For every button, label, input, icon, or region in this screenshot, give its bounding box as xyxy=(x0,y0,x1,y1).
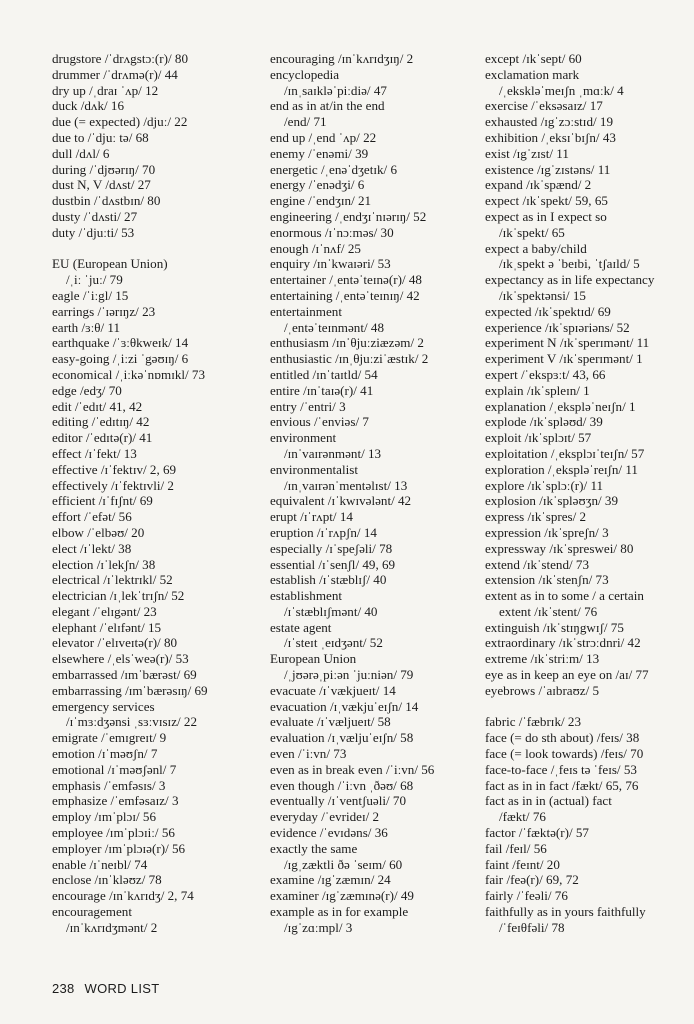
word-entry: elsewhere /ˌelsˈweə(r)/ 53 xyxy=(52,651,189,667)
entry-continuation: /ˌentəˈteɪnmənt/ 48 xyxy=(284,319,384,335)
word-entry: emphasize /ˈemfəsaɪz/ 3 xyxy=(52,793,179,809)
word-entry: entertainment xyxy=(270,303,342,319)
word-entry: fair /feə(r)/ 69, 72 xyxy=(485,872,579,888)
word-entry: evaluation /ɪˌvæljuˈeɪʃn/ 58 xyxy=(270,730,414,746)
page-number: 238 xyxy=(52,981,75,996)
word-entry: dusty /ˈdʌsti/ 27 xyxy=(52,208,138,224)
word-entry: entertainer /ˌentəˈteɪnə(r)/ 48 xyxy=(270,272,422,288)
word-entry: emotion /ɪˈməʊʃn/ 7 xyxy=(52,746,158,762)
section-title: WORD LIST xyxy=(84,981,160,996)
entry-continuation: extent /ɪkˈstent/ 76 xyxy=(499,603,598,619)
entry-continuation: /ˌiː ˈjuː/ 79 xyxy=(66,272,123,288)
word-entry: earthquake /ˈɜːθkweɪk/ 14 xyxy=(52,335,189,351)
word-entry: drummer /ˈdrʌmə(r)/ 44 xyxy=(52,66,178,82)
word-entry: dustbin /ˈdʌstbɪn/ 80 xyxy=(52,193,161,209)
word-entry: exhibition /ˌeksɪˈbɪʃn/ 43 xyxy=(485,129,616,145)
word-entry: enable /ɪˈneɪbl/ 74 xyxy=(52,856,148,872)
word-entry: dry up /ˌdraɪ ˈʌp/ 12 xyxy=(52,82,159,98)
word-entry: energy /ˈenədʒi/ 6 xyxy=(270,177,365,193)
word-entry: exist /ɪgˈzɪst/ 11 xyxy=(485,145,569,161)
word-entry: everyday /ˈevrideɪ/ 2 xyxy=(270,809,380,825)
word-entry: experience /ɪkˈspɪəriəns/ 52 xyxy=(485,319,630,335)
word-entry: elevator /ˈelɪveɪtə(r)/ 80 xyxy=(52,635,178,651)
word-entry: expect a baby/child xyxy=(485,240,587,256)
word-entry: economical /ˌiːkəˈnɒmɪkl/ 73 xyxy=(52,366,206,382)
word-entry: estate agent xyxy=(270,619,332,635)
word-entry: evacuate /ɪˈvækjueɪt/ 14 xyxy=(270,682,396,698)
word-entry: emergency services xyxy=(52,698,155,714)
word-entry: even though /ˈiːvn ˌðəʊ/ 68 xyxy=(270,777,414,793)
word-entry: fail /feɪl/ 56 xyxy=(485,840,547,856)
entry-continuation: /ˌekskləˈmeɪʃn ˌmɑːk/ 4 xyxy=(499,82,624,98)
word-entry: eye as in keep an eye on /aɪ/ 77 xyxy=(485,667,649,683)
word-entry: extreme /ɪkˈstriːm/ 13 xyxy=(485,651,600,667)
word-entry: fabric /ˈfæbrɪk/ 23 xyxy=(485,714,581,730)
word-entry: duck /dʌk/ 16 xyxy=(52,98,125,114)
word-entry: entire /ɪnˈtaɪə(r)/ 41 xyxy=(270,382,374,398)
word-entry: easy-going /ˌiːzi ˈgəʊɪŋ/ 6 xyxy=(52,351,189,367)
word-entry: exploration /ˌekspləˈreɪʃn/ 11 xyxy=(485,461,638,477)
word-entry: employ /ɪmˈplɔɪ/ 56 xyxy=(52,809,157,825)
word-entry: environment xyxy=(270,430,337,446)
word-entry: enclose /ɪnˈkləʊz/ 78 xyxy=(52,872,162,888)
word-entry: entertaining /ˌentəˈteɪnɪŋ/ 42 xyxy=(270,287,420,303)
word-entry: establishment xyxy=(270,588,343,604)
word-entry: engine /ˈendʒɪn/ 21 xyxy=(270,193,372,209)
word-entry: elegant /ˈelɪgənt/ 23 xyxy=(52,603,157,619)
word-entry: extinguish /ɪkˈstɪŋgwɪʃ/ 75 xyxy=(485,619,624,635)
word-entry: effort /ˈefət/ 56 xyxy=(52,509,132,525)
entry-continuation: /ɪnˈkʌrɪdʒmənt/ 2 xyxy=(66,919,158,935)
word-entry: establish /ɪˈstæblɪʃ/ 40 xyxy=(270,572,387,588)
word-entry: election /ɪˈlekʃn/ 38 xyxy=(52,556,156,572)
word-entry: faint /feɪnt/ 20 xyxy=(485,856,560,872)
word-entry: effectively /ɪˈfektɪvli/ 2 xyxy=(52,477,174,493)
word-entry: emotional /ɪˈməʊʃənl/ 7 xyxy=(52,761,177,777)
word-entry: enemy /ˈenəmi/ 39 xyxy=(270,145,369,161)
word-entry: electrician /ɪˌlekˈtrɪʃn/ 52 xyxy=(52,588,185,604)
word-entry: electrical /ɪˈlektrɪkl/ 52 xyxy=(52,572,173,588)
word-entry: face (= do sth about) /feɪs/ 38 xyxy=(485,730,640,746)
word-entry: enough /ɪˈnʌf/ 25 xyxy=(270,240,361,256)
word-entry: eyebrows /ˈaɪbraʊz/ 5 xyxy=(485,682,600,698)
word-entry: entitled /ɪnˈtaɪtld/ 54 xyxy=(270,366,378,382)
entry-continuation: /ɪkˈspektənsi/ 15 xyxy=(499,287,586,303)
word-entry: faithfully as in yours faithfully xyxy=(485,904,646,920)
word-entry: explode /ɪkˈspləʊd/ 39 xyxy=(485,414,603,430)
word-entry: expressway /ɪkˈspreswei/ 80 xyxy=(485,540,634,556)
word-entry: elephant /ˈelɪfənt/ 15 xyxy=(52,619,162,635)
entry-continuation: /ɪˈstæblɪʃmənt/ 40 xyxy=(284,603,378,619)
word-entry: especially /ɪˈspeʃəli/ 78 xyxy=(270,540,393,556)
word-entry: efficient /ɪˈfɪʃnt/ 69 xyxy=(52,493,153,509)
word-entry: encyclopedia xyxy=(270,66,340,82)
word-entry: face-to-face /ˌfeɪs tə ˈfeɪs/ 53 xyxy=(485,761,637,777)
word-entry: except /ɪkˈsept/ 60 xyxy=(485,51,582,66)
entry-continuation: /end/ 71 xyxy=(284,114,327,130)
word-entry: due to /ˈdjuː tə/ 68 xyxy=(52,129,149,145)
entry-continuation: /ˈfeɪθfəli/ 78 xyxy=(499,919,565,935)
word-entry: experiment V /ɪkˈsperɪmənt/ 1 xyxy=(485,351,643,367)
word-entry: encouraging /ɪnˈkʌrɪdʒɪŋ/ 2 xyxy=(270,51,414,66)
word-entry: expected /ɪkˈspektɪd/ 69 xyxy=(485,303,611,319)
entry-continuation: /ɪˈsteɪt ˌeɪdʒənt/ 52 xyxy=(284,635,383,651)
word-entry: expectancy as in life expectancy xyxy=(485,272,655,288)
word-entry: EU (European Union) xyxy=(52,256,168,272)
word-entry: encourage /ɪnˈkʌrɪdʒ/ 2, 74 xyxy=(52,888,194,904)
word-entry: examine /ɪgˈzæmɪn/ 24 xyxy=(270,872,391,888)
entry-continuation: /fækt/ 76 xyxy=(499,809,546,825)
section-gap xyxy=(485,699,690,715)
word-entry: exercise /ˈeksəsaɪz/ 17 xyxy=(485,98,603,114)
word-entry: elbow /ˈelbəʊ/ 20 xyxy=(52,524,145,540)
word-entry: eruption /ɪˈrʌpʃn/ 14 xyxy=(270,524,377,540)
word-entry: employer /ɪmˈplɔɪə(r)/ 56 xyxy=(52,840,186,856)
word-entry: enormous /ɪˈnɔːməs/ 30 xyxy=(270,224,394,240)
word-entry: eventually /ɪˈventʃuəli/ 70 xyxy=(270,793,406,809)
entry-continuation: /ɪnˌsaɪkləˈpiːdiə/ 47 xyxy=(284,82,387,98)
word-entry: duty /ˈdjuːti/ 53 xyxy=(52,224,135,240)
word-entry: due (= expected) /djuː/ 22 xyxy=(52,114,188,130)
entry-continuation: /ɪnˌvaɪrənˈmentəlɪst/ 13 xyxy=(284,477,408,493)
word-entry: expand /ɪkˈspænd/ 2 xyxy=(485,177,592,193)
word-entry: enthusiastic /ɪnˌθjuːziˈæstɪk/ 2 xyxy=(270,351,429,367)
word-entry: dust N, V /dʌst/ 27 xyxy=(52,177,151,193)
word-entry: emigrate /ˈemɪgreɪt/ 9 xyxy=(52,730,167,746)
word-entry: elect /ɪˈlekt/ 38 xyxy=(52,540,132,556)
word-entry: during /ˈdjʊərɪŋ/ 70 xyxy=(52,161,156,177)
word-entry: edit /ˈedɪt/ 41, 42 xyxy=(52,398,143,414)
word-entry: existence /ɪgˈzɪstəns/ 11 xyxy=(485,161,611,177)
word-entry: editing /ˈedɪtɪŋ/ 42 xyxy=(52,414,150,430)
word-entry: explain /ɪkˈspleɪn/ 1 xyxy=(485,382,590,398)
word-entry: express /ɪkˈspres/ 2 xyxy=(485,509,587,525)
word-entry: end as in at/in the end xyxy=(270,98,385,114)
word-entry: embarrassed /ɪmˈbærəst/ 69 xyxy=(52,667,197,683)
entry-continuation: /ɪkˈspekt/ 65 xyxy=(499,224,565,240)
word-entry: exploitation /ˌeksplɔɪˈteɪʃn/ 57 xyxy=(485,445,645,461)
entry-continuation: /ɪˈmɜːdʒənsi ˌsɜːvɪsɪz/ 22 xyxy=(66,714,198,730)
word-entry: extend /ɪkˈstend/ 73 xyxy=(485,556,590,572)
word-entry: extraordinary /ɪkˈstrɔːdnri/ 42 xyxy=(485,635,641,651)
word-entry: exhausted /ɪgˈzɔːstɪd/ 19 xyxy=(485,114,613,130)
entry-continuation: /ɪgˌzæktli ðə ˈseɪm/ 60 xyxy=(284,856,403,872)
word-entry: enthusiasm /ɪnˈθjuːziæzəm/ 2 xyxy=(270,335,424,351)
word-entry: European Union xyxy=(270,651,357,667)
section-gap xyxy=(52,241,257,257)
word-entry: essential /ɪˈsenʃl/ 49, 69 xyxy=(270,556,396,572)
word-entry: exclamation mark xyxy=(485,66,580,82)
word-entry: earrings /ˈɪərɪŋz/ 23 xyxy=(52,303,156,319)
word-entry: extent as in to some / a certain xyxy=(485,588,644,604)
word-entry: expression /ɪkˈspreʃn/ 3 xyxy=(485,524,609,540)
word-entry: explanation /ˌekspləˈneɪʃn/ 1 xyxy=(485,398,636,414)
word-entry: entry /ˈentri/ 3 xyxy=(270,398,346,414)
word-entry: expert /ˈekspɜːt/ 43, 66 xyxy=(485,366,606,382)
word-entry: example as in for example xyxy=(270,904,409,920)
word-entry: environmentalist xyxy=(270,461,358,477)
word-entry: examiner /ɪgˈzæmɪnə(r)/ 49 xyxy=(270,888,414,904)
word-entry: equivalent /ɪˈkwɪvələnt/ 42 xyxy=(270,493,412,509)
word-entry: encouragement xyxy=(52,904,132,920)
word-entry: extension /ɪkˈstenʃn/ 73 xyxy=(485,572,609,588)
word-entry: even as in break even /ˈiːvn/ 56 xyxy=(270,761,435,777)
word-entry: earth /ɜːθ/ 11 xyxy=(52,319,121,335)
word-entry: evacuation /ɪˌvækjuˈeɪʃn/ 14 xyxy=(270,698,419,714)
word-entry: effective /ɪˈfektɪv/ 2, 69 xyxy=(52,461,177,477)
word-entry: factor /ˈfæktə(r)/ 57 xyxy=(485,825,589,841)
word-entry: fact as in in fact /fækt/ 65, 76 xyxy=(485,777,639,793)
word-entry: eagle /ˈiːgl/ 15 xyxy=(52,287,129,303)
word-list-column-3 xyxy=(485,51,690,936)
word-entry: explosion /ɪkˈspləʊʒn/ 39 xyxy=(485,493,619,509)
entry-continuation: /ˌjʊərəˌpiːən ˈjuːniən/ 79 xyxy=(284,667,414,683)
word-entry: experiment N /ɪkˈsperɪmənt/ 11 xyxy=(485,335,650,351)
word-entry: evaluate /ɪˈvæljueɪt/ 58 xyxy=(270,714,391,730)
entry-continuation: /ɪnˈvaɪrənmənt/ 13 xyxy=(284,445,382,461)
word-entry: fact as in in (actual) fact xyxy=(485,793,612,809)
entry-continuation: /ɪkˌspekt ə ˈbeɪbi, ˈtʃaɪld/ 5 xyxy=(499,256,640,272)
word-entry: envious /ˈenviəs/ 7 xyxy=(270,414,369,430)
word-entry: enquiry /ɪnˈkwaɪəri/ 53 xyxy=(270,256,391,272)
word-entry: edge /edʒ/ 70 xyxy=(52,382,122,398)
word-entry: exactly the same xyxy=(270,840,358,856)
word-entry: drugstore /ˈdrʌgstɔː(r)/ 80 xyxy=(52,51,188,66)
word-list-column-1 xyxy=(52,51,257,936)
word-entry: emphasis /ˈemfəsɪs/ 3 xyxy=(52,777,166,793)
word-entry: evidence /ˈevɪdəns/ 36 xyxy=(270,825,388,841)
word-entry: dull /dʌl/ 6 xyxy=(52,145,110,161)
entry-continuation: /ɪgˈzɑːmpl/ 3 xyxy=(284,919,353,935)
word-entry: erupt /ɪˈrʌpt/ 14 xyxy=(270,509,353,525)
word-entry: expect /ɪkˈspekt/ 59, 65 xyxy=(485,193,608,209)
word-entry: embarrassing /ɪmˈbærəsɪŋ/ 69 xyxy=(52,682,208,698)
page-footer xyxy=(52,981,159,996)
word-entry: editor /ˈedɪtə(r)/ 41 xyxy=(52,430,153,446)
word-entry: face (= look towards) /feɪs/ 70 xyxy=(485,746,644,762)
word-list-column-2 xyxy=(270,51,475,936)
word-entry: effect /ɪˈfekt/ 13 xyxy=(52,445,137,461)
word-entry: expect as in I expect so xyxy=(485,208,607,224)
word-entry: employee /ɪmˈplɔɪiː/ 56 xyxy=(52,825,175,841)
word-entry: end up /ˌend ˈʌp/ 22 xyxy=(270,129,377,145)
word-entry: exploit /ɪkˈsplɔɪt/ 57 xyxy=(485,430,592,446)
word-entry: explore /ɪkˈsplɔː(r)/ 11 xyxy=(485,477,604,493)
word-entry: engineering /ˌendʒɪˈnɪərɪŋ/ 52 xyxy=(270,208,427,224)
word-entry: fairly /ˈfeəli/ 76 xyxy=(485,888,568,904)
word-entry: even /ˈiːvn/ 73 xyxy=(270,746,347,762)
word-entry: energetic /ˌenəˈdʒetɪk/ 6 xyxy=(270,161,397,177)
